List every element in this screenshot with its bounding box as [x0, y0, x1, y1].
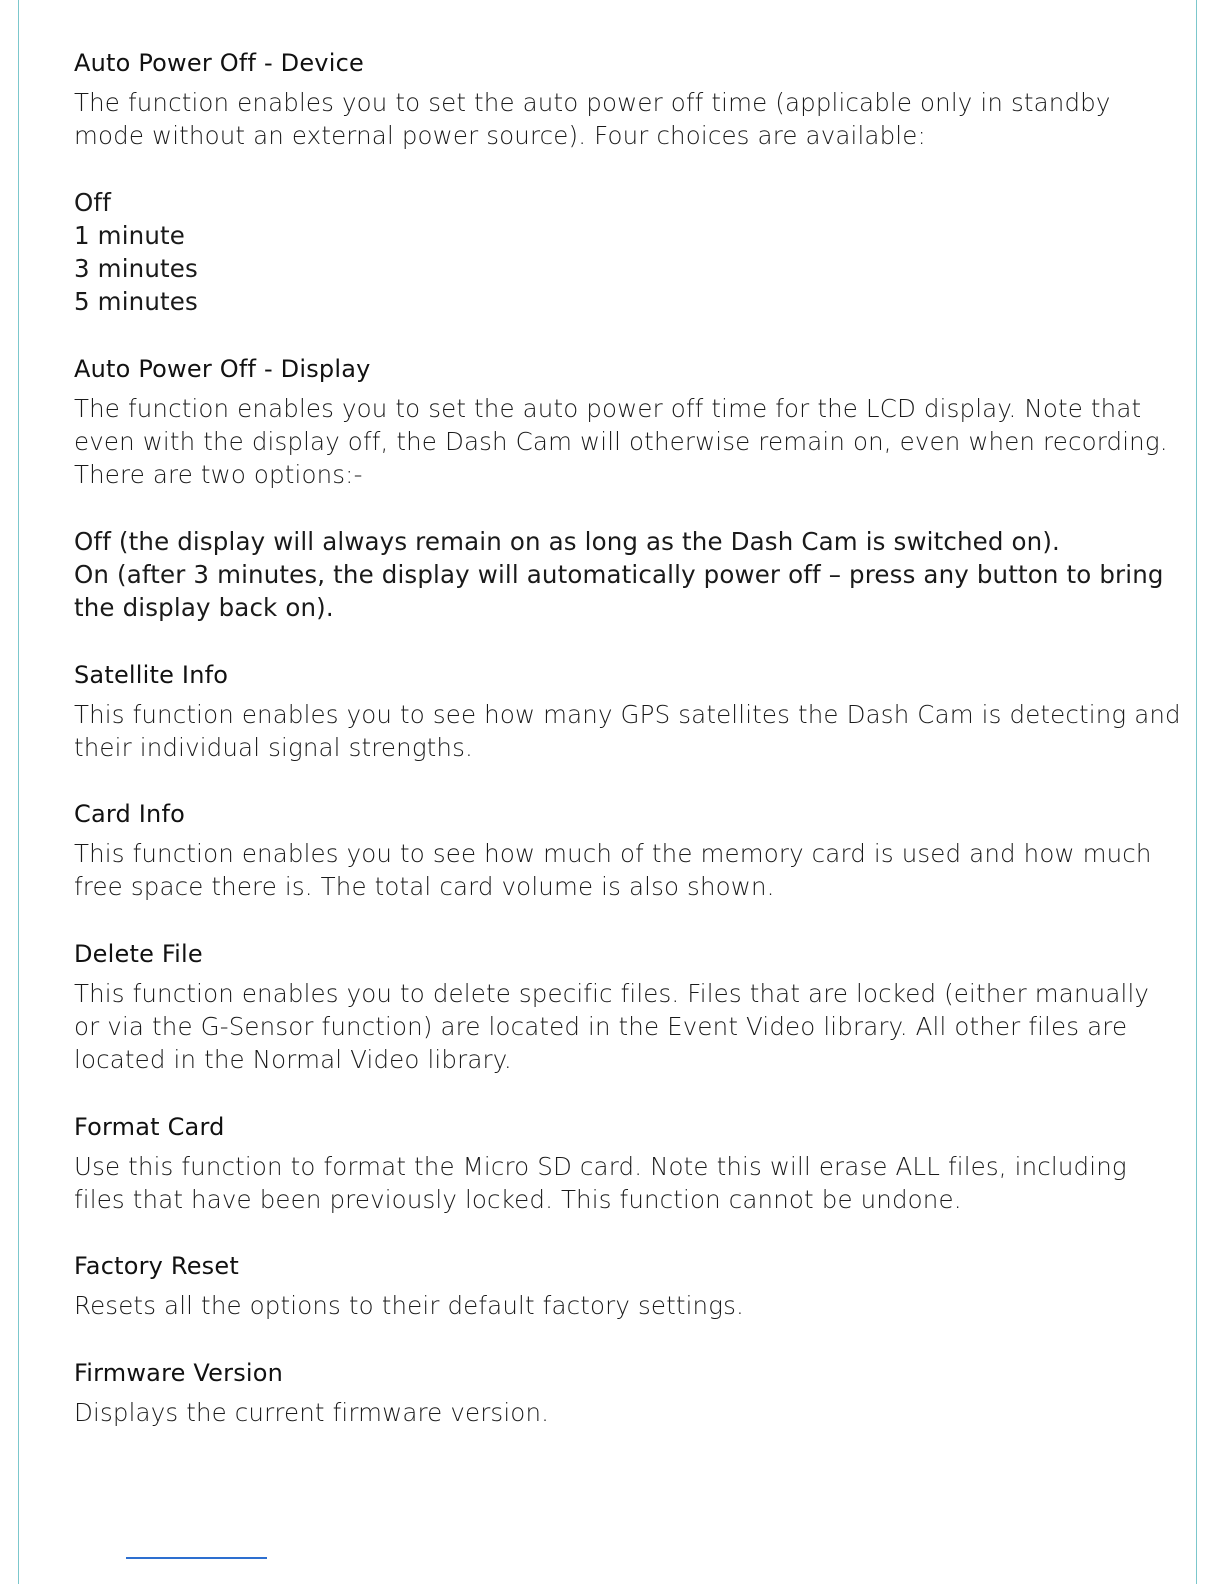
page-border-right [1196, 0, 1197, 1584]
section-paragraph [74, 837, 1174, 904]
section-title: Auto Power Off - Device [74, 49, 364, 77]
option-item: 5 minutes [74, 287, 198, 317]
section-title: Auto Power Off - Display [74, 354, 371, 383]
option-list [74, 186, 1174, 319]
section-title: Format Card [74, 1112, 225, 1141]
paragraph-line: The function enables you to set the auto power off time (applicable only in standby [74, 88, 1111, 117]
option-item: 1 minute [74, 220, 185, 250]
section-title: Card Info [74, 800, 185, 829]
option-item: Off (the display will always remain on as long as the Dash Cam is switched on). [74, 526, 1060, 556]
paragraph-line: even with the display off, the Dash Cam will otherwise remain on, even when recording. [74, 427, 1168, 457]
option-item: 3 minutes [74, 254, 198, 284]
option-item: the display back on). [74, 593, 334, 623]
section-delete-file [74, 937, 1174, 1077]
section-firmware-version [74, 1356, 1174, 1429]
section-paragraph [74, 86, 1174, 153]
section-paragraph [74, 1150, 1174, 1217]
paragraph-line: Displays the current firmware version. [74, 1397, 550, 1427]
section-paragraph [74, 977, 1174, 1077]
paragraph-line: Use this function to format the Micro SD card. Note this will erase ALL files, including [74, 1151, 1127, 1181]
section-paragraph [74, 392, 1174, 492]
paragraph-line: There are two options:- [74, 460, 363, 490]
section-paragraph [74, 698, 1181, 765]
paragraph-line: their individual signal strengths. [74, 732, 473, 762]
section-paragraph [74, 1396, 1174, 1429]
paragraph-line: or via the G-Sensor function) are located in the Event Video library. All other files are [74, 1012, 1128, 1042]
paragraph-line: Resets all the options to their default factory settings. [74, 1291, 744, 1321]
option-item: On (after 3 minutes, the display will automatically power off – press any button to bring [74, 559, 1164, 589]
section-auto-power-off-device [74, 46, 1174, 319]
section-title: Factory Reset [74, 1252, 239, 1281]
option-item: Off [74, 187, 111, 217]
section-title: Satellite Info [74, 660, 229, 689]
section-card-info [74, 797, 1174, 904]
section-title: Firmware Version [74, 1358, 284, 1387]
paragraph-line: free space there is. The total card volume is also shown. [74, 872, 775, 902]
section-paragraph [74, 1289, 1174, 1322]
option-list [74, 525, 1174, 625]
paragraph-line: This function enables you to delete specific files. Files that are locked (either manually [74, 978, 1150, 1008]
paragraph-line: This function enables you to see how many GPS satellites the Dash Cam is detecting and [74, 699, 1181, 729]
section-factory-reset [74, 1249, 1174, 1322]
document-body [74, 46, 1181, 1462]
paragraph-line: mode without an external power source). Four choices are available: [74, 121, 926, 151]
page-border-left [18, 0, 19, 1584]
paragraph-line: This function enables you to see how much of the memory card is used and how much [74, 839, 1152, 869]
paragraph-line: located in the Normal Video library. [74, 1045, 512, 1075]
footer-rule [126, 1557, 267, 1559]
paragraph-line: files that have been previously locked. This function cannot be undone. [74, 1184, 962, 1214]
paragraph-line: The function enables you to set the auto power off time for the LCD display. Note that [74, 393, 1142, 423]
section-format-card [74, 1110, 1174, 1217]
section-title: Delete File [74, 939, 203, 968]
section-auto-power-off-display [74, 352, 1174, 625]
section-satellite-info [74, 658, 1181, 765]
